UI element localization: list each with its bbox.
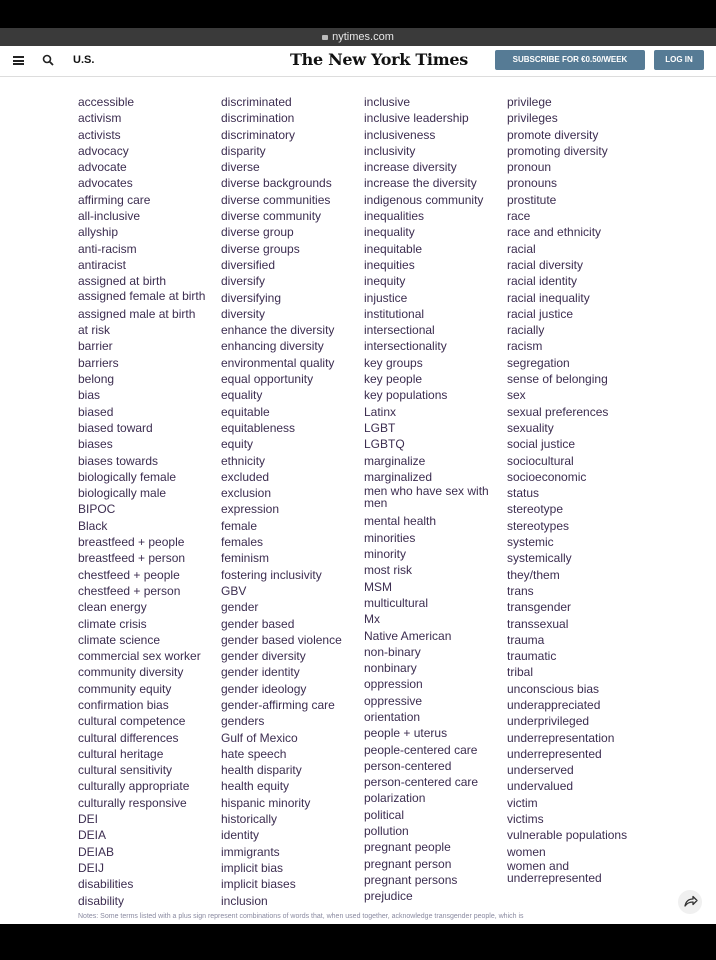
term-item: promote diversity [507, 127, 599, 142]
term-item: inclusive [364, 95, 411, 109]
term-item: promoting diversity [507, 143, 608, 158]
term-item: privilege [507, 95, 552, 109]
term-item: multicultural [364, 595, 429, 610]
term-item: enhancing diversity [221, 339, 324, 354]
term-item: diverse [221, 160, 260, 175]
term-item: injustice [364, 290, 408, 305]
term-item: racially [507, 323, 545, 338]
term-item: pregnant person [364, 856, 452, 871]
term-item: most risk [364, 563, 412, 578]
term-item: enhance the diversity [221, 323, 335, 338]
term-item: accessible [78, 95, 135, 109]
term-item: activism [78, 111, 122, 126]
term-item: inequitable [364, 241, 423, 256]
site-header [0, 46, 716, 77]
address-bar[interactable] [0, 28, 716, 46]
term-item: equitableness [221, 420, 296, 435]
term-item: people + uterus [364, 726, 448, 741]
lock-icon [322, 35, 328, 40]
term-item: diversifying [221, 290, 282, 305]
term-item: culturally appropriate [78, 779, 190, 794]
term-item: advocacy [78, 143, 129, 158]
term-item: environmental quality [221, 355, 335, 370]
term-item: vulnerable populations [507, 828, 628, 843]
term-item: inequity [364, 274, 406, 289]
term-item: females [221, 535, 264, 550]
term-item: advocate [78, 160, 127, 175]
term-item: indigenous community [364, 192, 484, 207]
menu-icon[interactable] [13, 56, 24, 65]
term-item: biases [78, 437, 113, 452]
term-item: immigrants [221, 844, 280, 859]
term-item: underrepresentation [507, 730, 615, 745]
term-item: DEIAB [78, 844, 115, 859]
term-item: fostering inclusivity [221, 567, 322, 582]
status-bar [0, 0, 716, 28]
term-item: racism [507, 339, 543, 354]
term-item: LGBTQ [364, 437, 405, 452]
nyt-logo[interactable]: The New York Times [290, 50, 468, 69]
term-item: Gulf of Mexico [221, 730, 298, 745]
term-item: marginalized [364, 469, 433, 484]
term-item: confirmation bias [78, 697, 169, 712]
term-item: inclusive leadership [364, 111, 469, 126]
term-item: belong [78, 372, 115, 387]
term-item: inequality [364, 225, 415, 240]
term-item: cultural competence [78, 714, 186, 729]
term-item: gender identity [221, 665, 300, 680]
term-item: gender [221, 600, 259, 615]
term-item: antiracist [78, 257, 127, 272]
term-item: culturally responsive [78, 795, 187, 810]
term-item: MSM [364, 579, 392, 594]
term-item: equity [221, 437, 254, 452]
term-item: person-centered [364, 758, 452, 773]
term-item: underappreciated [507, 697, 601, 712]
term-item: breastfeed + person [78, 551, 186, 566]
term-item: trauma [507, 632, 545, 647]
term-item: equality [221, 388, 263, 403]
term-item: intersectional [364, 323, 435, 338]
term-item: prostitute [507, 192, 557, 207]
term-item: segregation [507, 355, 570, 370]
term-column-4 [507, 94, 649, 888]
term-item: victim [507, 795, 538, 810]
term-item: breastfeed + people [78, 535, 185, 550]
term-item: cultural sensitivity [78, 763, 173, 778]
term-item: women and underrepresented [507, 858, 602, 885]
term-item: tribal [507, 665, 534, 680]
term-item: race and ethnicity [507, 225, 602, 240]
term-item: DEIJ [78, 860, 105, 875]
term-item: nonbinary [364, 661, 417, 676]
url-text: nytimes.com [332, 31, 394, 43]
term-item: Mx [364, 612, 380, 627]
term-item: intersectionality [364, 339, 447, 354]
term-item: disparity [221, 143, 266, 158]
term-item: underprivileged [507, 714, 590, 729]
term-item: implicit bias [221, 860, 284, 875]
term-item: biologically male [78, 486, 167, 501]
term-item: diverse backgrounds [221, 176, 332, 191]
term-item: assigned at birth [78, 274, 167, 289]
term-item: race [507, 209, 531, 224]
term-item: advocates [78, 176, 133, 191]
login-button[interactable]: LOG IN [654, 50, 704, 70]
term-item: equal opportunity [221, 372, 314, 387]
term-item: discriminated [221, 95, 292, 109]
term-item: gender ideology [221, 681, 307, 696]
term-item: biologically female [78, 469, 177, 484]
term-item: social justice [507, 437, 576, 452]
term-item: sexual preferences [507, 404, 609, 419]
term-item: unconscious bias [507, 681, 600, 696]
term-item: status [507, 486, 540, 501]
term-item: biased [78, 404, 114, 419]
term-item: DEI [78, 812, 99, 827]
term-item: racial [507, 241, 536, 256]
term-item: inclusivity [364, 143, 416, 158]
term-item: diverse group [221, 225, 294, 240]
term-item: allyship [78, 225, 119, 240]
term-item: transsexual [507, 616, 569, 631]
article-page [0, 46, 716, 924]
term-item: implicit biases [221, 877, 296, 892]
term-item: women [507, 844, 546, 859]
term-item: female [221, 518, 258, 533]
term-item: biased toward [78, 420, 153, 435]
term-item: traumatic [507, 649, 557, 664]
term-item: pollution [364, 824, 409, 839]
term-item: racial identity [507, 274, 578, 289]
term-item: climate science [78, 632, 161, 647]
term-item: barriers [78, 355, 119, 370]
term-item: underserved [507, 763, 574, 778]
term-item: health disparity [221, 763, 302, 778]
term-item: key people [364, 372, 423, 387]
term-item: diversify [221, 274, 266, 289]
term-item: key populations [364, 388, 448, 403]
term-item: BIPOC [78, 502, 116, 517]
term-item: underrepresented [507, 746, 602, 761]
bottom-bar [0, 924, 716, 960]
term-item: commercial sex worker [78, 649, 201, 664]
term-item: activists [78, 127, 121, 142]
term-item: community equity [78, 681, 172, 696]
term-item: DEIA [78, 828, 107, 843]
term-item: political [364, 807, 405, 822]
term-item: community diversity [78, 665, 184, 680]
term-item: gender diversity [221, 649, 306, 664]
term-item: inclusiveness [364, 127, 436, 142]
term-item: diversified [221, 257, 276, 272]
term-item: inclusion [221, 893, 268, 908]
term-item: prejudice [364, 889, 413, 904]
term-item: disability [78, 893, 125, 908]
term-item: sense of belonging [507, 372, 608, 387]
term-item: racial justice [507, 306, 574, 321]
term-item: racial inequality [507, 290, 590, 305]
search-icon[interactable] [42, 54, 54, 66]
term-item: oppression [364, 677, 423, 692]
term-item: sex [507, 388, 526, 403]
term-item: discrimination [221, 111, 295, 126]
term-item: hispanic minority [221, 795, 311, 810]
term-column-2 [221, 94, 363, 909]
term-item: Latinx [364, 404, 397, 419]
term-item: gender based violence [221, 632, 342, 647]
term-item: stereotype [507, 502, 564, 517]
term-item: pregnant persons [364, 872, 458, 887]
term-item: diverse communities [221, 192, 331, 207]
term-item: Native American [364, 628, 452, 643]
term-item: minorities [364, 530, 416, 545]
term-item: increase diversity [364, 160, 457, 175]
term-item: non-binary [364, 644, 421, 659]
term-item: diverse groups [221, 241, 300, 256]
term-item: assigned female at birth [78, 288, 206, 303]
term-item: exclusion [221, 486, 272, 501]
term-column-1 [78, 94, 220, 909]
term-item: pregnant people [364, 840, 451, 855]
term-item: men who have sex with men [364, 484, 489, 511]
term-item: GBV [221, 583, 247, 598]
term-item: cultural heritage [78, 746, 164, 761]
term-item: oppressive [364, 693, 423, 708]
term-item: chestfeed + people [78, 567, 180, 582]
term-item: genders [221, 714, 265, 729]
term-item: person-centered care [364, 775, 479, 790]
term-item: ethnicity [221, 453, 266, 468]
term-item: at risk [78, 323, 111, 338]
term-item: discriminatory [221, 127, 296, 142]
term-item: pronouns [507, 176, 558, 191]
term-item: inequalities [364, 209, 425, 224]
term-item: trans [507, 583, 534, 598]
term-item: biases towards [78, 453, 159, 468]
term-item: polarization [364, 791, 426, 806]
section-link-us[interactable]: U.S. [73, 54, 95, 66]
term-item: assigned male at birth [78, 306, 196, 321]
term-item: feminism [221, 551, 270, 566]
term-item: disabilities [78, 877, 134, 892]
term-item: people-centered care [364, 742, 478, 757]
term-item: transgender [507, 600, 572, 615]
term-item: all-inclusive [78, 209, 141, 224]
term-item: key groups [364, 355, 423, 370]
term-item: privileges [507, 111, 558, 126]
footer-note: Notes: Some terms listed with a plus sign represent combinations of words that, when used together, acknowledge transgender people, which is [78, 913, 524, 920]
term-item: Black [78, 518, 108, 533]
term-item: pronoun [507, 160, 552, 175]
term-item: sexuality [507, 420, 554, 435]
term-item: systemically [507, 551, 572, 566]
term-item: equitable [221, 404, 270, 419]
term-item: clean energy [78, 600, 147, 615]
term-item: undervalued [507, 779, 574, 794]
term-item: increase the diversity [364, 176, 477, 191]
term-item: institutional [364, 306, 425, 321]
term-item: expression [221, 502, 280, 517]
term-item: marginalize [364, 453, 426, 468]
term-item: diverse community [221, 209, 322, 224]
term-item: health equity [221, 779, 290, 794]
term-item: hate speech [221, 746, 287, 761]
term-item: socioeconomic [507, 469, 587, 484]
term-item: systemic [507, 535, 554, 550]
term-item: racial diversity [507, 257, 584, 272]
subscribe-button[interactable]: SUBSCRIBE FOR €0.50/WEEK [495, 50, 645, 70]
term-item: inequities [364, 257, 415, 272]
term-item: diversity [221, 306, 266, 321]
term-item: victims [507, 812, 544, 827]
term-item: they/them [507, 567, 560, 582]
term-item: mental health [364, 514, 437, 529]
term-item: chestfeed + person [78, 583, 181, 598]
term-item: identity [221, 828, 260, 843]
term-item: gender-affirming care [221, 697, 335, 712]
share-icon[interactable] [678, 890, 702, 914]
term-item: sociocultural [507, 453, 574, 468]
term-item: historically [221, 812, 278, 827]
term-item: gender based [221, 616, 295, 631]
term-item: orientation [364, 709, 421, 724]
term-item: bias [78, 388, 101, 403]
term-item: affirming care [78, 192, 151, 207]
term-item: minority [364, 547, 407, 562]
term-item: LGBT [364, 420, 396, 435]
term-item: climate crisis [78, 616, 147, 631]
term-item: anti-racism [78, 241, 137, 256]
term-item: cultural differences [78, 730, 179, 745]
term-column-3 [364, 94, 506, 905]
term-item: stereotypes [507, 518, 570, 533]
term-item: excluded [221, 469, 270, 484]
term-item: barrier [78, 339, 113, 354]
